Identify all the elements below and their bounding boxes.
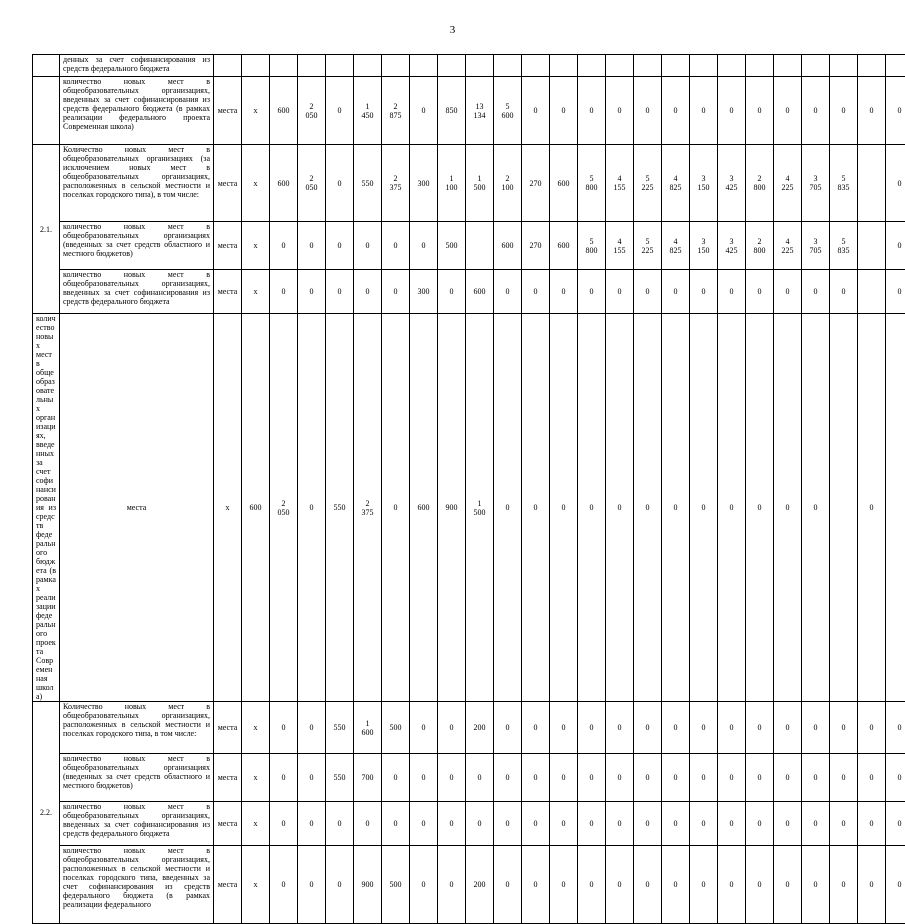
value-cell: 550: [326, 702, 354, 754]
value-cell: 0: [858, 702, 886, 754]
value-cell: 3 705: [802, 145, 830, 222]
table-row: [33, 754, 905, 802]
value-cell: 0: [774, 802, 802, 846]
value-cell: 0: [606, 754, 634, 802]
value-cell: 0: [634, 77, 662, 145]
value-cell: [242, 55, 270, 77]
value-cell: 0: [494, 802, 522, 846]
row-number: [33, 55, 60, 77]
value-cell: 0: [494, 270, 522, 314]
value-cell: [802, 55, 830, 77]
value-cell: 0: [578, 702, 606, 754]
indicator-description: Количество новых мест в общеобразовательных организациях, расположенных в сельской местности и поселках городского типа, в том числе:: [60, 702, 214, 754]
value-cell: 600: [270, 145, 298, 222]
value-cell: 550: [326, 314, 354, 702]
value-cell: 600: [270, 77, 298, 145]
value-cell: 0: [578, 846, 606, 924]
value-cell: [634, 55, 662, 77]
value-cell: 0: [298, 222, 326, 270]
indicator-description: количество новых мест в общеобразовательных организациях, введенных за счет софинансирования из средств федерального бюджета: [60, 802, 214, 846]
value-cell: 0: [718, 802, 746, 846]
value-cell: 0: [690, 270, 718, 314]
value-cell: [522, 55, 550, 77]
value-cell: 0: [830, 77, 858, 145]
value-cell: 0: [746, 846, 774, 924]
value-cell: 0: [438, 846, 466, 924]
value-cell: 0: [522, 314, 550, 702]
value-cell: 0: [634, 314, 662, 702]
value-cell: 0: [718, 846, 746, 924]
value-cell: 0: [270, 846, 298, 924]
indicator-description: количество новых мест в общеобразовательных организациях, введенных за счет софинансирования из средств федерального бюджета (в рамках реализации федерального проекта Современная школа): [60, 77, 214, 145]
value-cell: [494, 55, 522, 77]
value-cell: 0: [830, 802, 858, 846]
value-cell: 0: [578, 754, 606, 802]
row-number: 2.1.: [33, 145, 60, 314]
value-cell: 0: [606, 846, 634, 924]
value-cell: 0: [326, 846, 354, 924]
value-cell: 0: [718, 314, 746, 702]
unit-cell: места: [214, 77, 242, 145]
row-number: 2.2.: [33, 702, 60, 924]
value-cell: 0: [858, 754, 886, 802]
value-cell: 600: [466, 270, 494, 314]
unit-cell: места: [214, 702, 242, 754]
value-cell: [438, 55, 466, 77]
value-cell: 5 600: [494, 77, 522, 145]
value-cell: [690, 55, 718, 77]
value-cell: 0: [830, 754, 858, 802]
value-cell: 0: [270, 222, 298, 270]
value-cell: 3 425: [718, 145, 746, 222]
indicator-description: количество новых мест в общеобразовательных организациях, расположенных в сельской местности и поселках городского типа, введенных за счет софинансирования из средств федерального бюджета (в рамках реализации федерального: [60, 846, 214, 924]
value-cell: 0: [522, 702, 550, 754]
indicator-description: Количество новых мест в общеобразовательных организациях (за исключением новых мест в общеобразовательных организациях, расположенных в сельской местности и поселках городского типа), в том числе:: [60, 145, 214, 222]
value-cell: [746, 55, 774, 77]
value-cell: 0: [830, 846, 858, 924]
value-cell: 0: [886, 77, 905, 145]
value-cell: 0: [774, 270, 802, 314]
value-cell: 0: [298, 802, 326, 846]
value-cell: 0: [690, 77, 718, 145]
value-cell: 0: [662, 270, 690, 314]
value-cell: 0: [270, 754, 298, 802]
value-cell: 1 500: [466, 314, 494, 702]
table-row: [33, 846, 905, 924]
value-cell: 300: [410, 270, 438, 314]
value-cell: 1 100: [438, 145, 466, 222]
value-cell: 0: [802, 77, 830, 145]
value-cell: 200: [466, 702, 494, 754]
value-cell: 0: [494, 754, 522, 802]
value-cell: 0: [578, 77, 606, 145]
value-cell: 0: [830, 270, 858, 314]
value-cell: 0: [354, 270, 382, 314]
page-number: 3: [0, 24, 905, 36]
value-cell: [830, 314, 858, 702]
value-cell: 550: [326, 754, 354, 802]
value-cell: 0: [774, 702, 802, 754]
value-cell: 0: [830, 702, 858, 754]
value-cell: 0: [578, 802, 606, 846]
unit-cell: места: [60, 314, 214, 702]
value-cell: [326, 55, 354, 77]
value-cell: 0: [634, 754, 662, 802]
indicators-table: [32, 54, 905, 924]
value-cell: 0: [298, 846, 326, 924]
value-cell: [718, 55, 746, 77]
value-cell: 0: [690, 754, 718, 802]
unit-cell: места: [214, 145, 242, 222]
value-cell: x: [214, 314, 242, 702]
value-cell: x: [242, 802, 270, 846]
value-cell: 0: [746, 77, 774, 145]
value-cell: 0: [298, 754, 326, 802]
unit-cell: места: [214, 754, 242, 802]
value-cell: 0: [746, 754, 774, 802]
value-cell: 5 800: [578, 222, 606, 270]
value-cell: 0: [690, 314, 718, 702]
value-cell: [466, 55, 494, 77]
value-cell: 0: [578, 314, 606, 702]
value-cell: 0: [718, 754, 746, 802]
value-cell: 2 050: [298, 145, 326, 222]
value-cell: x: [242, 270, 270, 314]
unit-cell: места: [214, 222, 242, 270]
value-cell: 0: [774, 77, 802, 145]
value-cell: 0: [886, 846, 905, 924]
value-cell: 0: [886, 222, 905, 270]
value-cell: 4 825: [662, 145, 690, 222]
value-cell: 0: [774, 314, 802, 702]
value-cell: 3 150: [690, 145, 718, 222]
value-cell: [578, 55, 606, 77]
value-cell: 0: [550, 270, 578, 314]
value-cell: [298, 55, 326, 77]
value-cell: 0: [858, 802, 886, 846]
value-cell: [858, 270, 886, 314]
value-cell: 0: [326, 270, 354, 314]
value-cell: 0: [690, 702, 718, 754]
value-cell: 0: [662, 77, 690, 145]
value-cell: 0: [662, 802, 690, 846]
unit-cell: места: [214, 846, 242, 924]
value-cell: 0: [718, 702, 746, 754]
value-cell: 0: [438, 754, 466, 802]
value-cell: 0: [522, 270, 550, 314]
value-cell: 0: [410, 222, 438, 270]
value-cell: 0: [578, 270, 606, 314]
value-cell: x: [242, 222, 270, 270]
value-cell: [858, 55, 886, 77]
value-cell: 1 500: [466, 145, 494, 222]
value-cell: x: [242, 702, 270, 754]
value-cell: 0: [634, 702, 662, 754]
value-cell: 0: [858, 77, 886, 145]
table-row: [33, 77, 905, 145]
value-cell: 300: [410, 145, 438, 222]
value-cell: 0: [774, 846, 802, 924]
value-cell: x: [242, 145, 270, 222]
value-cell: 0: [606, 802, 634, 846]
indicator-description: количество новых мест в общеобразовательных организациях (введенных за счет средств областного и местного бюджетов): [60, 754, 214, 802]
unit-cell: [214, 55, 242, 77]
value-cell: 0: [410, 754, 438, 802]
value-cell: 4 155: [606, 222, 634, 270]
value-cell: 0: [886, 754, 905, 802]
value-cell: 0: [522, 846, 550, 924]
value-cell: 2 050: [270, 314, 298, 702]
value-cell: 0: [438, 270, 466, 314]
value-cell: 2 375: [382, 145, 410, 222]
value-cell: 0: [326, 802, 354, 846]
value-cell: 0: [270, 702, 298, 754]
table-row: [33, 222, 905, 270]
value-cell: 13 134: [466, 77, 494, 145]
value-cell: 2 375: [354, 314, 382, 702]
value-cell: 0: [298, 270, 326, 314]
value-cell: 2 100: [494, 145, 522, 222]
value-cell: 1 450: [354, 77, 382, 145]
value-cell: 3 150: [690, 222, 718, 270]
value-cell: 0: [886, 145, 905, 222]
value-cell: 0: [326, 77, 354, 145]
value-cell: 0: [606, 77, 634, 145]
value-cell: 700: [354, 754, 382, 802]
value-cell: 0: [802, 702, 830, 754]
value-cell: 0: [270, 270, 298, 314]
value-cell: 0: [662, 754, 690, 802]
value-cell: 5 225: [634, 222, 662, 270]
value-cell: 5 225: [634, 145, 662, 222]
value-cell: 0: [550, 754, 578, 802]
unit-cell: места: [214, 270, 242, 314]
value-cell: 0: [522, 77, 550, 145]
value-cell: [858, 222, 886, 270]
value-cell: 600: [494, 222, 522, 270]
value-cell: 0: [382, 754, 410, 802]
value-cell: 0: [438, 802, 466, 846]
value-cell: 2 050: [298, 77, 326, 145]
value-cell: 0: [550, 846, 578, 924]
value-cell: 500: [438, 222, 466, 270]
value-cell: 0: [410, 802, 438, 846]
value-cell: 0: [466, 754, 494, 802]
value-cell: 0: [326, 222, 354, 270]
value-cell: 0: [410, 77, 438, 145]
value-cell: 0: [662, 314, 690, 702]
value-cell: 0: [606, 270, 634, 314]
value-cell: 0: [858, 846, 886, 924]
value-cell: 0: [410, 846, 438, 924]
value-cell: 0: [494, 846, 522, 924]
value-cell: 500: [382, 846, 410, 924]
value-cell: 0: [718, 270, 746, 314]
value-cell: 0: [634, 802, 662, 846]
value-cell: 0: [858, 314, 886, 702]
value-cell: 0: [802, 754, 830, 802]
value-cell: [550, 55, 578, 77]
table-row: [33, 802, 905, 846]
value-cell: 270: [522, 222, 550, 270]
value-cell: 3 705: [802, 222, 830, 270]
value-cell: 0: [410, 702, 438, 754]
value-cell: 4 225: [774, 222, 802, 270]
value-cell: 0: [690, 846, 718, 924]
value-cell: 0: [802, 802, 830, 846]
value-cell: 2 800: [746, 222, 774, 270]
value-cell: [410, 55, 438, 77]
table-row: [33, 314, 905, 702]
value-cell: 0: [802, 270, 830, 314]
value-cell: [858, 145, 886, 222]
value-cell: [662, 55, 690, 77]
value-cell: 200: [466, 846, 494, 924]
value-cell: 600: [550, 145, 578, 222]
value-cell: 0: [382, 222, 410, 270]
value-cell: 1 600: [354, 702, 382, 754]
value-cell: 0: [718, 77, 746, 145]
value-cell: 0: [550, 314, 578, 702]
value-cell: [886, 55, 905, 77]
value-cell: 4 825: [662, 222, 690, 270]
value-cell: 0: [886, 802, 905, 846]
indicator-description: количество новых мест в общеобразовательных организациях, введенных за счет софинансирования из средств федерального бюджета (в рамках реализации федерального проекта Современная школа): [33, 314, 60, 702]
table-row: [33, 702, 905, 754]
value-cell: 0: [606, 314, 634, 702]
value-cell: 0: [746, 314, 774, 702]
row-number: [33, 77, 60, 145]
value-cell: [354, 55, 382, 77]
value-cell: 5 800: [578, 145, 606, 222]
value-cell: 2 800: [746, 145, 774, 222]
value-cell: 0: [354, 222, 382, 270]
value-cell: 0: [634, 270, 662, 314]
value-cell: 600: [550, 222, 578, 270]
unit-cell: места: [214, 802, 242, 846]
value-cell: 0: [438, 702, 466, 754]
value-cell: 0: [270, 802, 298, 846]
value-cell: 2 875: [382, 77, 410, 145]
value-cell: 0: [690, 802, 718, 846]
value-cell: 0: [298, 314, 326, 702]
value-cell: 0: [550, 77, 578, 145]
value-cell: 0: [634, 846, 662, 924]
value-cell: 0: [298, 702, 326, 754]
value-cell: 0: [886, 270, 905, 314]
value-cell: [774, 55, 802, 77]
table-row: [33, 145, 905, 222]
indicator-description: количество новых мест в общеобразовательных организациях (введенных за счет средств областного и местного бюджетов): [60, 222, 214, 270]
value-cell: 500: [382, 702, 410, 754]
value-cell: 4 155: [606, 145, 634, 222]
value-cell: [606, 55, 634, 77]
value-cell: 0: [746, 270, 774, 314]
value-cell: 900: [438, 314, 466, 702]
value-cell: 5 835: [830, 222, 858, 270]
value-cell: 0: [802, 846, 830, 924]
value-cell: 0: [662, 702, 690, 754]
value-cell: 0: [354, 802, 382, 846]
value-cell: 550: [354, 145, 382, 222]
table-row: [33, 270, 905, 314]
value-cell: 270: [522, 145, 550, 222]
value-cell: x: [242, 77, 270, 145]
value-cell: [270, 55, 298, 77]
value-cell: 4 225: [774, 145, 802, 222]
value-cell: 0: [382, 314, 410, 702]
indicator-description: количество новых мест в общеобразовательных организациях, введенных за счет софинансирования из средств федерального бюджета: [60, 270, 214, 314]
value-cell: x: [242, 754, 270, 802]
value-cell: [382, 55, 410, 77]
value-cell: 0: [382, 270, 410, 314]
indicator-description: денных за счет софинансирования из средств федерального бюджета: [60, 55, 214, 77]
value-cell: 0: [886, 702, 905, 754]
table-row: [33, 55, 905, 77]
value-cell: 0: [606, 702, 634, 754]
value-cell: 0: [746, 802, 774, 846]
value-cell: 0: [494, 314, 522, 702]
value-cell: 600: [410, 314, 438, 702]
value-cell: 900: [354, 846, 382, 924]
value-cell: 0: [662, 846, 690, 924]
value-cell: 0: [326, 145, 354, 222]
value-cell: 0: [550, 702, 578, 754]
value-cell: [466, 222, 494, 270]
value-cell: 5 835: [830, 145, 858, 222]
value-cell: 0: [746, 702, 774, 754]
value-cell: 0: [382, 802, 410, 846]
value-cell: 3 425: [718, 222, 746, 270]
value-cell: 0: [522, 754, 550, 802]
value-cell: [830, 55, 858, 77]
value-cell: 850: [438, 77, 466, 145]
value-cell: 0: [522, 802, 550, 846]
value-cell: 0: [550, 802, 578, 846]
value-cell: 0: [494, 702, 522, 754]
value-cell: 600: [242, 314, 270, 702]
value-cell: 0: [774, 754, 802, 802]
value-cell: x: [242, 846, 270, 924]
value-cell: 0: [466, 802, 494, 846]
value-cell: 0: [802, 314, 830, 702]
